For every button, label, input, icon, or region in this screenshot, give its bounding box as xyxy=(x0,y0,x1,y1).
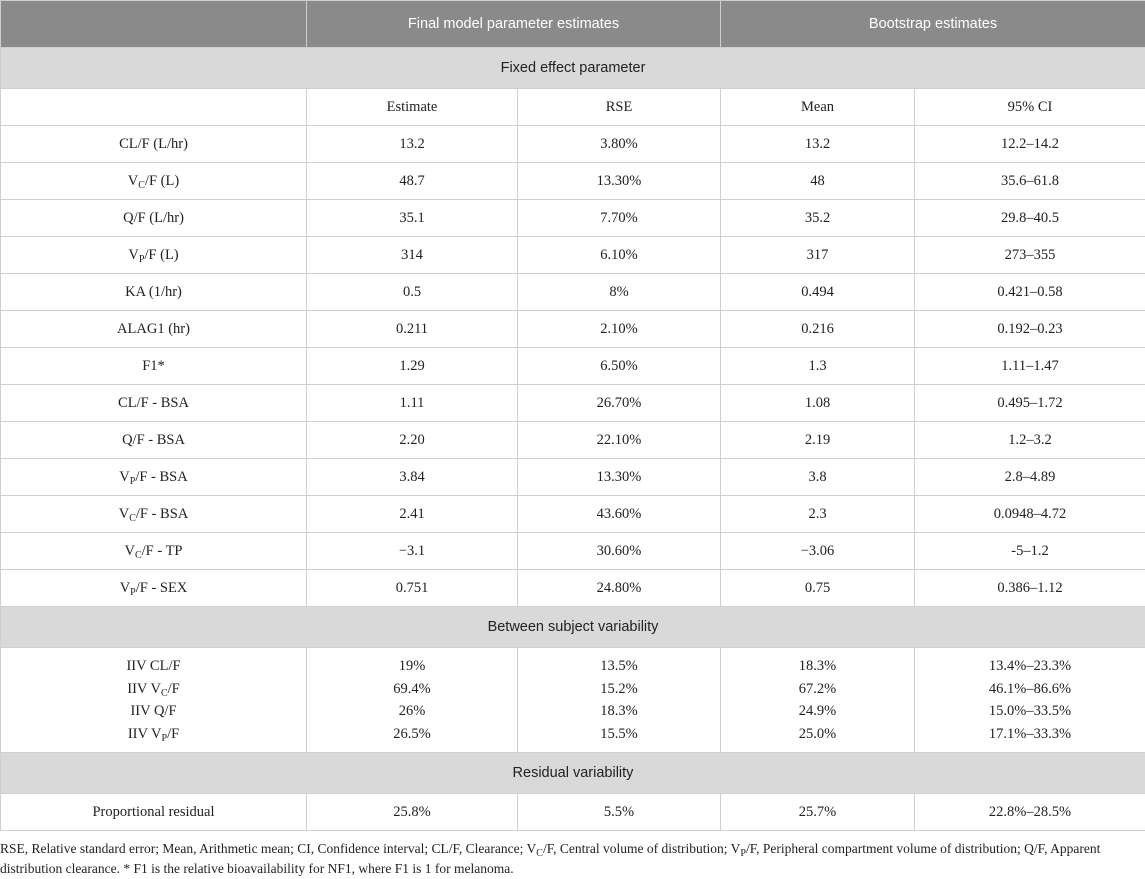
table-row xyxy=(1,496,1145,533)
table-footnote: RSE, Relative standard error; Mean, Arithmetic mean; CI, Confidence interval; CL/F, Clearance; $V_C/F$, Central volume of distribution; $V_P/F$, Peripheral compartment volume of distribution; Q/F, Apparent distribution clearance. * F1 is the relative bioavailability for NF1, where F1 is 1 for melanoma. xyxy=(0,839,1145,879)
table-row xyxy=(1,422,1145,459)
rse-cell: 2.10% xyxy=(518,311,721,348)
param-name: $V_C/F$ - TP xyxy=(1,533,307,570)
estimate-cell: 19% xyxy=(307,648,518,679)
param-name: IIV Q/F xyxy=(1,700,307,722)
section-row-fixed xyxy=(1,48,1145,89)
section-title-bsv: Between subject variability xyxy=(1,607,1145,648)
mean-cell: 0.494 xyxy=(721,274,915,311)
ci-cell: 1.2–3.2 xyxy=(915,422,1145,459)
param-name: IIV $V_P/F$ xyxy=(1,722,307,753)
param-name: IIV CL/F xyxy=(1,648,307,679)
ci-cell: 46.1%–86.6% xyxy=(915,678,1145,700)
estimate-cell: 0.751 xyxy=(307,570,518,607)
ci-cell: 0.386–1.12 xyxy=(915,570,1145,607)
table-row xyxy=(1,533,1145,570)
ci-cell: 273–355 xyxy=(915,237,1145,274)
param-name: $V_P/F$ - BSA xyxy=(1,459,307,496)
table-row xyxy=(1,348,1145,385)
table-row xyxy=(1,648,1145,679)
ci-cell: 12.2–14.2 xyxy=(915,126,1145,163)
mean-cell: 24.9% xyxy=(721,700,915,722)
estimate-cell: 25.8% xyxy=(307,794,518,831)
rse-cell: 7.70% xyxy=(518,200,721,237)
section-title-fixed: Fixed effect parameter xyxy=(1,48,1145,89)
ci-cell: 1.11–1.47 xyxy=(915,348,1145,385)
mean-cell: 1.08 xyxy=(721,385,915,422)
rse-cell: 15.2% xyxy=(518,678,721,700)
mean-cell: 48 xyxy=(721,163,915,200)
mean-cell: 67.2% xyxy=(721,678,915,700)
subheader-estimate: Estimate xyxy=(307,89,518,126)
mean-cell: −3.06 xyxy=(721,533,915,570)
param-name: CL/F (L/hr) xyxy=(1,126,307,163)
table-header-row xyxy=(1,1,1145,48)
mean-cell: 317 xyxy=(721,237,915,274)
rse-cell: 6.50% xyxy=(518,348,721,385)
mean-cell: 3.8 xyxy=(721,459,915,496)
subheader-mean: Mean xyxy=(721,89,915,126)
header-bootstrap: Bootstrap estimates xyxy=(721,1,1145,48)
table-row xyxy=(1,163,1145,200)
mean-cell: 25.0% xyxy=(721,722,915,753)
ci-cell: 2.8–4.89 xyxy=(915,459,1145,496)
ci-cell: 17.1%–33.3% xyxy=(915,722,1145,753)
estimate-cell: 2.41 xyxy=(307,496,518,533)
mean-cell: 2.3 xyxy=(721,496,915,533)
section-row-residual xyxy=(1,753,1145,794)
ci-cell: 22.8%–28.5% xyxy=(915,794,1145,831)
estimate-cell: 0.5 xyxy=(307,274,518,311)
estimate-cell: 3.84 xyxy=(307,459,518,496)
rse-cell: 13.30% xyxy=(518,459,721,496)
mean-cell: 0.75 xyxy=(721,570,915,607)
rse-cell: 22.10% xyxy=(518,422,721,459)
rse-cell: 26.70% xyxy=(518,385,721,422)
ci-cell: 0.192–0.23 xyxy=(915,311,1145,348)
fixed-effects-body xyxy=(1,126,1145,607)
param-name: Proportional residual xyxy=(1,794,307,831)
rse-cell: 13.5% xyxy=(518,648,721,679)
subheader-blank xyxy=(1,89,307,126)
rse-cell: 15.5% xyxy=(518,722,721,753)
table-row xyxy=(1,200,1145,237)
param-name: ALAG1 (hr) xyxy=(1,311,307,348)
param-name: F1* xyxy=(1,348,307,385)
table-row xyxy=(1,700,1145,722)
subheader-row xyxy=(1,89,1145,126)
mean-cell: 13.2 xyxy=(721,126,915,163)
table-row xyxy=(1,126,1145,163)
bsv-body xyxy=(1,648,1145,753)
mean-cell: 25.7% xyxy=(721,794,915,831)
ci-cell: -5–1.2 xyxy=(915,533,1145,570)
table-row xyxy=(1,678,1145,700)
ci-cell: 35.6–61.8 xyxy=(915,163,1145,200)
section-title-residual: Residual variability xyxy=(1,753,1145,794)
estimate-cell: 26.5% xyxy=(307,722,518,753)
rse-cell: 3.80% xyxy=(518,126,721,163)
ci-cell: 0.421–0.58 xyxy=(915,274,1145,311)
mean-cell: 1.3 xyxy=(721,348,915,385)
estimate-cell: 26% xyxy=(307,700,518,722)
rse-cell: 30.60% xyxy=(518,533,721,570)
table-row xyxy=(1,274,1145,311)
table-row xyxy=(1,722,1145,753)
estimate-cell: 1.29 xyxy=(307,348,518,385)
rse-cell: 6.10% xyxy=(518,237,721,274)
estimate-cell: 69.4% xyxy=(307,678,518,700)
estimate-cell: 35.1 xyxy=(307,200,518,237)
mean-cell: 18.3% xyxy=(721,648,915,679)
param-name: $V_P/F$ - SEX xyxy=(1,570,307,607)
table-row xyxy=(1,459,1145,496)
rse-cell: 43.60% xyxy=(518,496,721,533)
estimate-cell: 2.20 xyxy=(307,422,518,459)
mean-cell: 2.19 xyxy=(721,422,915,459)
rse-cell: 18.3% xyxy=(518,700,721,722)
rse-cell: 5.5% xyxy=(518,794,721,831)
param-name: IIV $V_C/F$ xyxy=(1,678,307,700)
table-row xyxy=(1,237,1145,274)
mean-cell: 0.216 xyxy=(721,311,915,348)
param-name: Q/F (L/hr) xyxy=(1,200,307,237)
header-final-model: Final model parameter estimates xyxy=(307,1,721,48)
mean-cell: 35.2 xyxy=(721,200,915,237)
subheader-rse: RSE xyxy=(518,89,721,126)
table-row xyxy=(1,794,1145,831)
ci-cell: 0.0948–4.72 xyxy=(915,496,1145,533)
param-name: CL/F - BSA xyxy=(1,385,307,422)
ci-cell: 15.0%–33.5% xyxy=(915,700,1145,722)
section-row-bsv xyxy=(1,607,1145,648)
subheader-ci: 95% CI xyxy=(915,89,1145,126)
estimate-cell: 48.7 xyxy=(307,163,518,200)
estimate-cell: 13.2 xyxy=(307,126,518,163)
rse-cell: 13.30% xyxy=(518,163,721,200)
rse-cell: 24.80% xyxy=(518,570,721,607)
param-name: Q/F - BSA xyxy=(1,422,307,459)
estimate-cell: 1.11 xyxy=(307,385,518,422)
estimate-cell: 314 xyxy=(307,237,518,274)
table-row xyxy=(1,570,1145,607)
ci-cell: 13.4%–23.3% xyxy=(915,648,1145,679)
estimate-cell: 0.211 xyxy=(307,311,518,348)
param-name: $V_C/F$ - BSA xyxy=(1,496,307,533)
header-blank-cell xyxy=(1,1,307,48)
param-name: KA (1/hr) xyxy=(1,274,307,311)
table-row xyxy=(1,311,1145,348)
table-row xyxy=(1,385,1145,422)
rse-cell: 8% xyxy=(518,274,721,311)
param-name: $V_P/F$ (L) xyxy=(1,237,307,274)
ci-cell: 29.8–40.5 xyxy=(915,200,1145,237)
param-name: $V_C/F$ (L) xyxy=(1,163,307,200)
estimate-cell: −3.1 xyxy=(307,533,518,570)
ci-cell: 0.495–1.72 xyxy=(915,385,1145,422)
